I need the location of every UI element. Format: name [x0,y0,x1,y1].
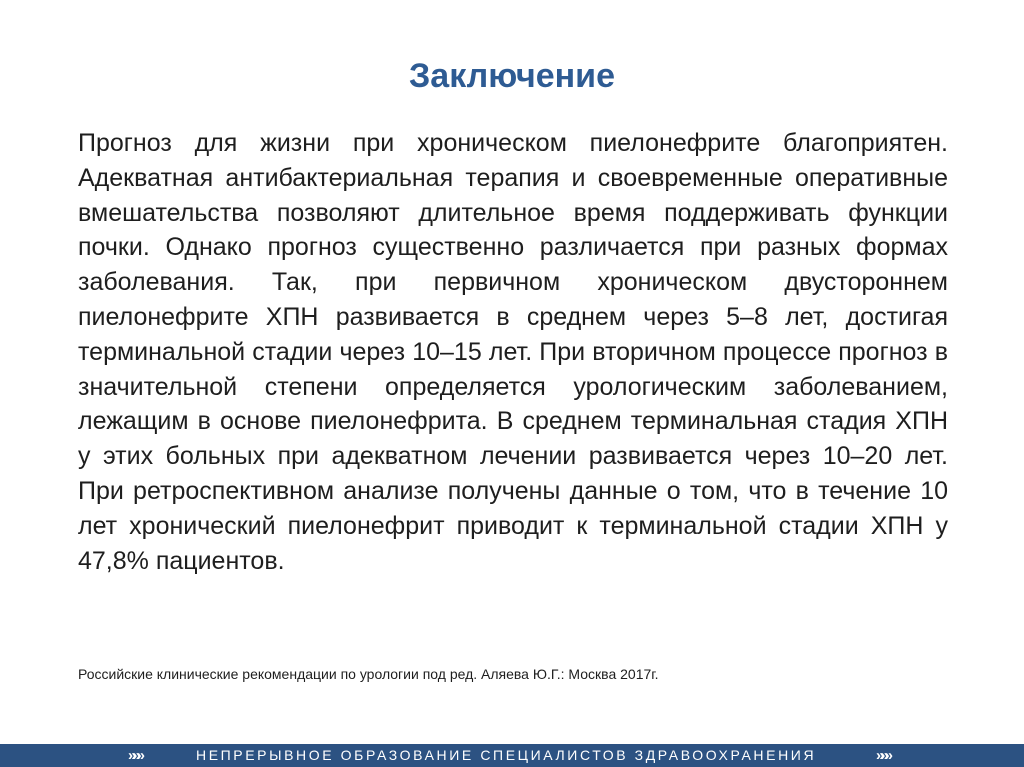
slide-body-text: Прогноз для жизни при хроническом пиелонефрите благоприятен. Адекватная антибактериальная терапия и своевременные оперативные вмешательства позволяют длительное время поддерживать функции почки. Однако прогноз существенно различается при разных формах заболевания. Так, при первичном хроническом двустороннем пиелонефрите ХПН развивается в среднем через 5–8 лет, достигая терминальной стадии через 10–15 лет. При вторичном процессе прогноз в значительной степени определяется урологическим заболеванием, лежащим в основе пиелонефрита. В среднем терминальная стадия ХПН у этих больных при адекватном лечении развивается через 10–20 лет. При ретроспективном анализе получены данные о том, что в течение 10 лет хронический пиелонефрит приводит к терминальной стадии ХПН у 47,8% пациентов. [78,129,948,575]
chevron-right-icon: »»» [876,747,890,764]
chevron-right-icon: »»» [128,747,142,764]
footer-text: НЕПРЕРЫВНОЕ ОБРАЗОВАНИЕ СПЕЦИАЛИСТОВ ЗДРАВООХРАНЕНИЯ [196,747,817,763]
footer-bar [0,744,1024,767]
slide-title: Заключение [409,57,615,95]
reference-citation: Российские клинические рекомендации по урологии под ред. Аляева Ю.Г.: Москва 2017г. [78,666,659,682]
